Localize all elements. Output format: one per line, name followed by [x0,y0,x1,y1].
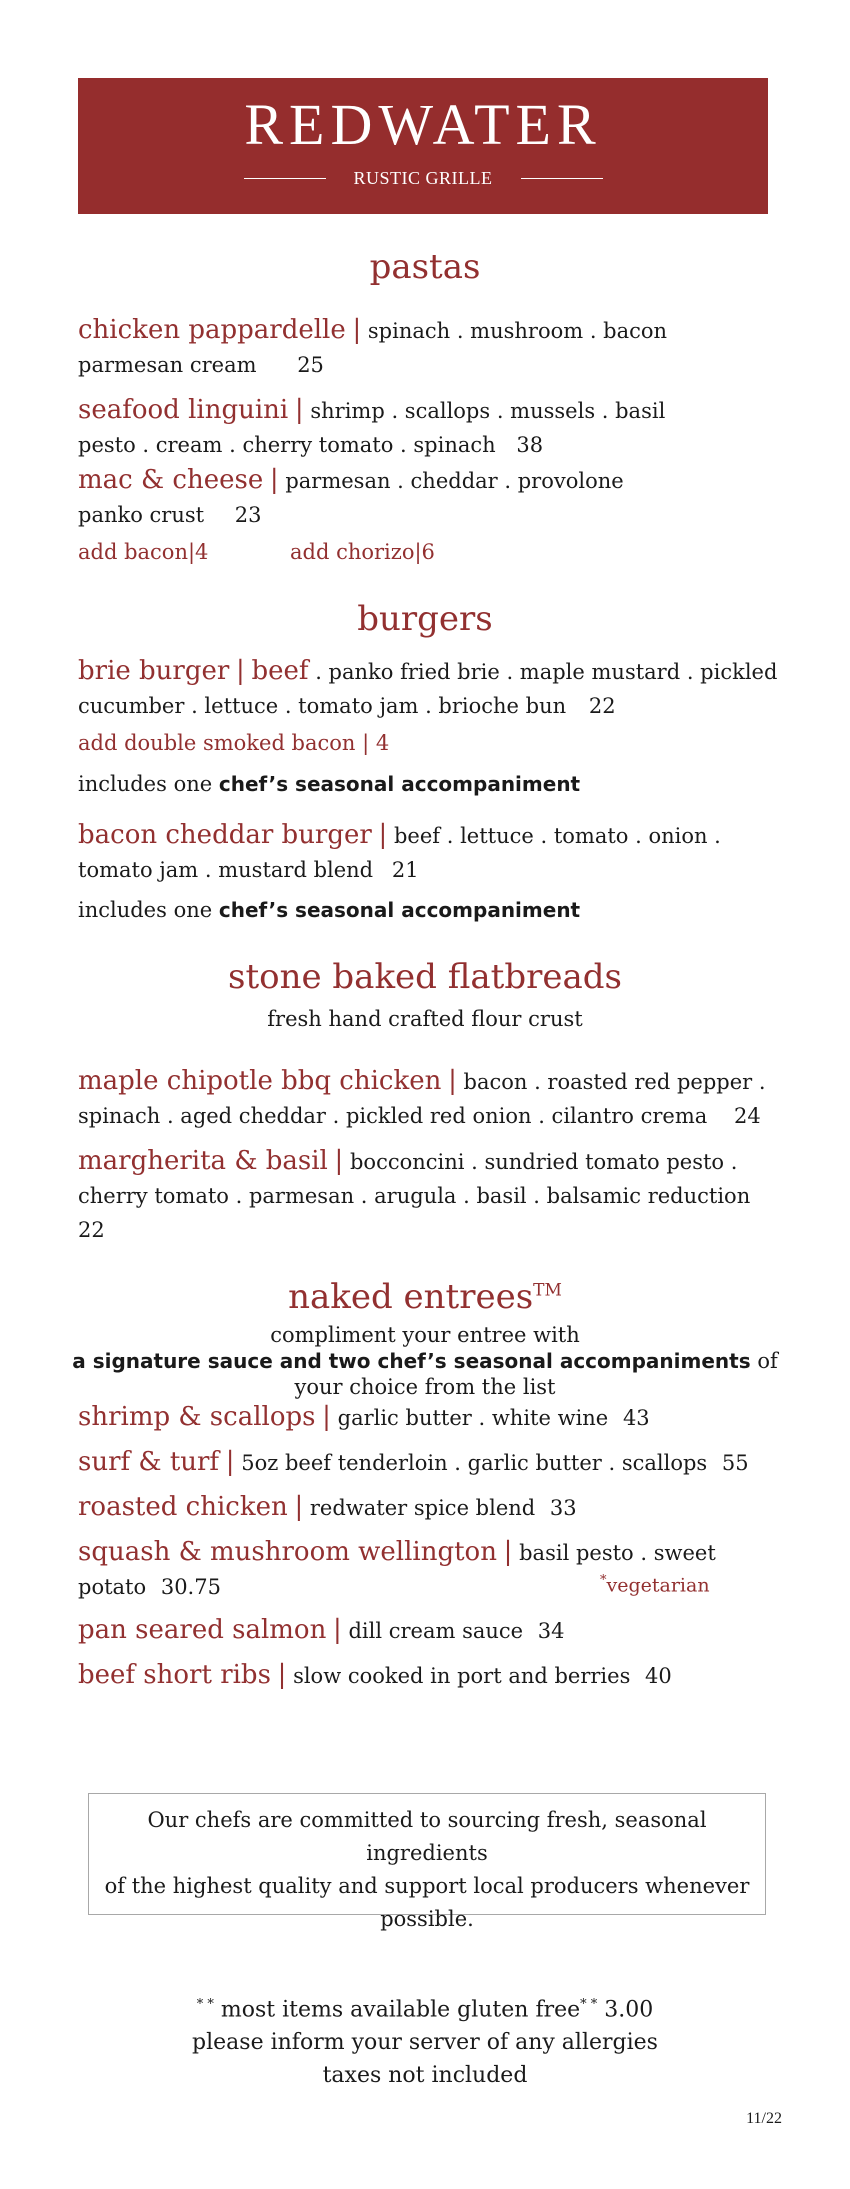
item-desc: parmesan . cheddar . provolone [285,469,624,493]
item-desc: parmesan cream [78,353,257,377]
addon-bacon: add bacon|4 [78,540,209,564]
item-desc: bocconcini . sundried tomato pesto . [349,1150,738,1174]
item-desc: dill cream sauce [348,1619,524,1643]
item-price: 25 [297,353,324,377]
item-price: 34 [537,1619,565,1643]
page-number: 11/22 [746,2110,782,2127]
item-price: 22 [588,694,616,718]
item-name: bacon cheddar burger [78,820,372,850]
sourcing-note-line: of the highest quality and support local producers whenever [104,1874,750,1898]
item-name: maple chipotle bbq chicken [78,1066,442,1096]
item-desc: tomato jam . mustard blend [78,858,374,882]
item-price: 38 [516,433,544,457]
item-name: chicken pappardelle [78,315,346,345]
section-title-flatbreads: stone baked flatbreads [228,957,622,997]
header-rule-left [244,178,326,179]
item-name: surf & turf [78,1447,220,1477]
item-price: 24 [733,1104,761,1128]
item-desc: pesto . cream . cherry tomato . spinach [78,433,496,457]
gluten-free-note: * * most items available gluten free* * 3.00 [196,1997,654,2023]
item-name: shrimp & scallops [78,1402,316,1432]
item-desc: . panko fried brie . maple mustard . pickled [315,660,778,684]
item-name: beef short ribs [78,1660,271,1690]
item-price: 22 [78,1218,105,1242]
includes-note: includes one chef’s seasonal accompaniment [78,898,581,922]
header-rule-right [521,178,603,179]
item-name: seafood linguini [78,395,289,425]
header-subline [78,168,768,189]
item-desc: potato [78,1575,147,1599]
sourcing-note-line: Our chefs are committed to sourcing fresh, seasonal ingredients [147,1808,707,1865]
sourcing-note-line: possible. [380,1907,474,1931]
restaurant-subtitle: RUSTIC GRILLE [353,168,493,188]
menu-item-chicken-pappardelle: chicken pappardelle | spinach . mushroom . bacon parmesan cream 25 [78,315,668,377]
menu-item-bacon-cheddar-burger: bacon cheddar burger | beef . lettuce . tomato . onion . tomato jam . mustard blend 21 [78,820,721,882]
section-title-burgers: burgers [357,599,493,639]
addon-double-smoked-bacon: add double smoked bacon | 4 [78,731,390,755]
item-desc: beef . lettuce . tomato . onion . [393,824,721,848]
item-desc: cucumber . lettuce . tomato jam . brioche bun [78,694,567,718]
item-desc: panko crust [78,503,205,527]
addon-chorizo: add chorizo|6 [290,540,435,564]
item-desc: cherry tomato . parmesan . arugula . basil . balsamic reduction [78,1184,751,1208]
item-desc: bacon . roasted red pepper . [463,1070,766,1094]
flatbreads-subtitle: fresh hand crafted flour crust [267,1007,583,1031]
item-price: 23 [234,503,262,527]
item-price: 33 [549,1496,577,1520]
restaurant-header [78,78,768,214]
item-desc: garlic butter . white wine [337,1406,609,1430]
entrees-intro-line3: your choice from the list [294,1375,556,1399]
item-name: squash & mushroom wellington [78,1537,497,1567]
item-name: pan seared salmon [78,1615,327,1645]
sourcing-note-box [88,1793,766,1931]
item-price: 43 [622,1406,650,1430]
item-price: 40 [645,1664,672,1688]
restaurant-name: REDWATER [244,92,602,157]
item-desc: slow cooked in port and berries [293,1664,631,1688]
trademark-mark: TM [533,1280,562,1301]
entrees-intro-line2: a signature sauce and two chef’s seasonal accompaniments of [72,1349,778,1373]
vegetarian-note: *vegetarian [600,1573,710,1597]
section-title-pastas: pastas [369,247,481,287]
menu-item-mac-cheese: mac & cheese | parmesan . cheddar . provolone panko crust 23 [78,465,624,527]
menu-item-maple-chipotle-bbq-chicken: maple chipotle bbq chicken | bacon . roasted red pepper . spinach . aged cheddar . pickled red onion . cilantro crema 24 [78,1066,766,1128]
item-desc: 5oz beef tenderloin . garlic butter . scallops [241,1451,708,1475]
item-desc: spinach . mushroom . bacon [367,319,668,343]
menu-item-shrimp-scallops: shrimp & scallops | garlic butter . white wine 43 [78,1402,650,1432]
menu-item-seafood-linguini: seafood linguini | shrimp . scallops . mussels . basil pesto . cream . cherry tomato . spinach 38 [78,395,666,457]
item-desc: spinach . aged cheddar . pickled red onion . cilantro crema [78,1104,708,1128]
item-desc: basil pesto . sweet [519,1541,716,1565]
menu-item-roasted-chicken: roasted chicken | redwater spice blend 33 [78,1492,577,1522]
item-name: mac & cheese [78,465,264,495]
item-price: 30.75 [160,1575,221,1599]
item-desc: redwater spice blend [309,1496,536,1520]
item-price: 21 [391,858,419,882]
menu-item-margherita-basil: margherita & basil | bocconcini . sundried tomato pesto . cherry tomato . parmesan . arugula . basil . balsamic reduction 22 [78,1146,751,1242]
menu-item-squash-mushroom-wellington: squash & mushroom wellington | basil pesto . sweet potato 30.75 [78,1537,716,1599]
includes-note: includes one chef’s seasonal accompaniment [78,772,581,796]
item-price: 55 [721,1451,749,1475]
entrees-intro-line1: compliment your entree with [270,1323,580,1347]
item-name: brie burger [78,656,230,686]
footer-notes [0,1988,850,2092]
item-name: roasted chicken [78,1492,288,1522]
item-name-protein: beef [251,656,309,686]
menu-item-brie-burger: brie burger | beef . panko fried brie . maple mustard . pickled cucumber . lettuce . tomato jam . brioche bun 22 [78,656,778,718]
menu-item-surf-turf: surf & turf | 5oz beef tenderloin . garlic butter . scallops 55 [78,1447,749,1477]
menu-item-pan-seared-salmon: pan seared salmon | dill cream sauce 34 [78,1615,565,1645]
item-desc: shrimp . scallops . mussels . basil [310,399,666,423]
taxes-note: taxes not included [322,2063,528,2089]
menu-item-beef-short-ribs: beef short ribs | slow cooked in port and berries 40 [78,1660,672,1690]
allergy-note: please inform your server of any allergies [192,2030,658,2056]
item-name: margherita & basil [78,1146,328,1176]
section-title-entrees: naked entrees™ [288,1277,562,1317]
